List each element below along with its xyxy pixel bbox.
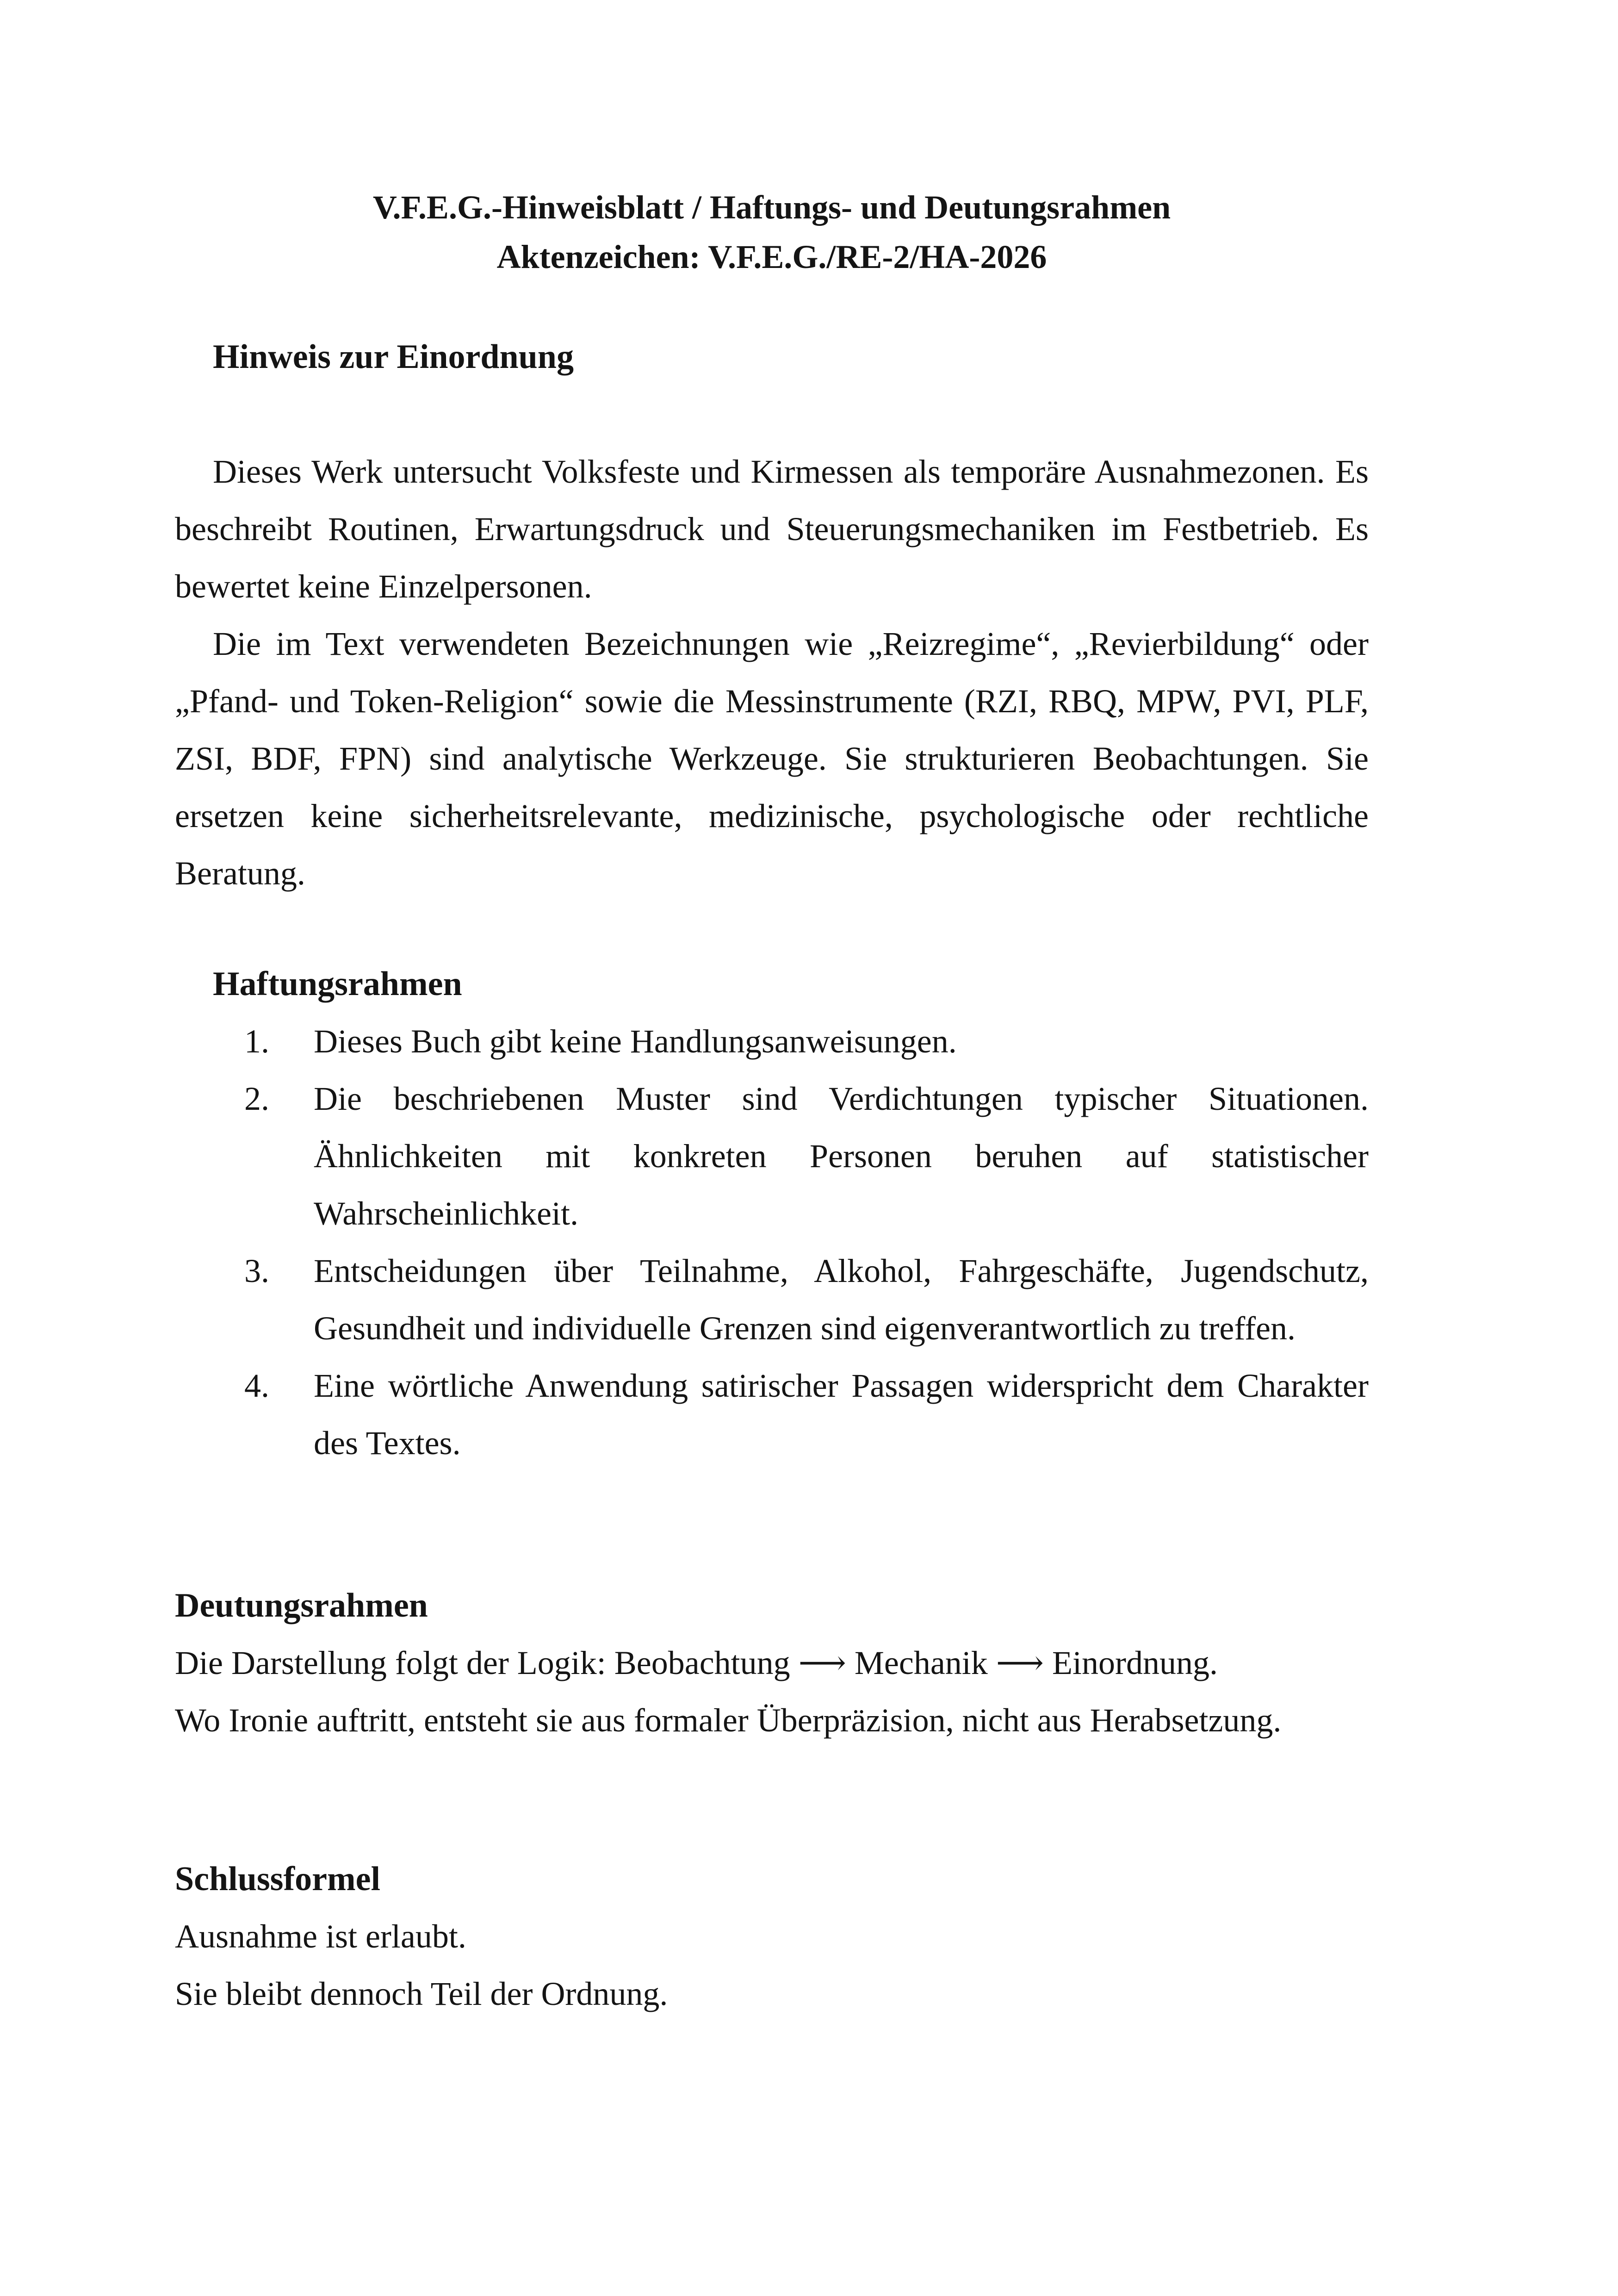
list-item-text: Entscheidungen über Teilnahme, Alkohol, Fahrgeschäfte, Jugendschutz, Gesundheit und individuelle Grenzen sind eigenverantwortlich zu treffen. — [314, 1252, 1369, 1347]
title-line-1: V.F.E.G.-Hinweisblatt / Haftungs- und Deutungsrahmen — [372, 189, 1171, 226]
heading-einordnung: Hinweis zur Einordnung — [213, 338, 574, 376]
deutung-logic-line: Die Darstellung folgt der Logik: Beobachtung ⟶ Mechanik ⟶ Einordnung. — [175, 1644, 1218, 1681]
list-item-text: Dieses Buch gibt keine Handlungsanweisungen. — [314, 1023, 957, 1060]
list-item-text: Eine wörtliche Anwendung satirischer Passagen widerspricht dem Charakter des Textes. — [314, 1367, 1369, 1462]
list-item-number: 1. — [244, 1023, 269, 1060]
list-item — [175, 1013, 1369, 1070]
list-item-number: 4. — [244, 1367, 269, 1404]
schluss-line-2: Sie bleibt dennoch Teil der Ordnung. — [175, 1975, 668, 2012]
section-schluss — [175, 1850, 1369, 2022]
haftung-list — [175, 1013, 1369, 1472]
section-deutung — [175, 1577, 1369, 1749]
list-item-text: Die beschriebenen Muster sind Verdichtungen typischer Situationen. Ähnlichkeiten mit konkreten Personen beruhen auf statistischer Wahrscheinlichkeit. — [314, 1080, 1369, 1232]
heading-haftung: Haftungsrahmen — [213, 965, 462, 1003]
list-item — [175, 1242, 1369, 1357]
deutung-paragraph: Wo Ironie auftritt, entsteht sie aus formaler Überpräzision, nicht aus Herabsetzung. — [175, 1702, 1282, 1739]
heading-deutung: Deutungsrahmen — [175, 1587, 428, 1624]
paragraph-einordnung-2: Die im Text verwendeten Bezeichnungen wie „Reizregime“, „Revierbildung“ oder „Pfand- und Token-Religion“ sowie die Messinstrumente (RZI, RBQ, MPW, PVI, PLF, ZSI, BDF, FPN) sind analytische Werkzeuge. Sie strukturieren Beobachtungen. Sie ersetzen keine sicherheitsrelevante, medizinische, psychologische oder rechtliche Beratung. — [175, 625, 1369, 892]
list-item — [175, 1070, 1369, 1242]
list-item — [175, 1357, 1369, 1472]
list-item-number: 2. — [244, 1080, 269, 1117]
schluss-line-1: Ausnahme ist erlaubt. — [175, 1918, 466, 1955]
list-item-number: 3. — [244, 1252, 269, 1289]
section-haftung — [175, 955, 1369, 1472]
document-title — [175, 183, 1369, 282]
section-einordnung — [175, 328, 1369, 902]
title-line-2: Aktenzeichen: V.F.E.G./RE-2/HA-2026 — [496, 238, 1047, 275]
paragraph-einordnung-1: Dieses Werk untersucht Volksfeste und Kirmessen als temporäre Ausnahmezonen. Es beschreibt Routinen, Erwartungsdruck und Steuerungsmechaniken im Festbetrieb. Es bewertet keine Einzelpersonen. — [175, 453, 1369, 605]
heading-schluss: Schlussformel — [175, 1860, 380, 1898]
